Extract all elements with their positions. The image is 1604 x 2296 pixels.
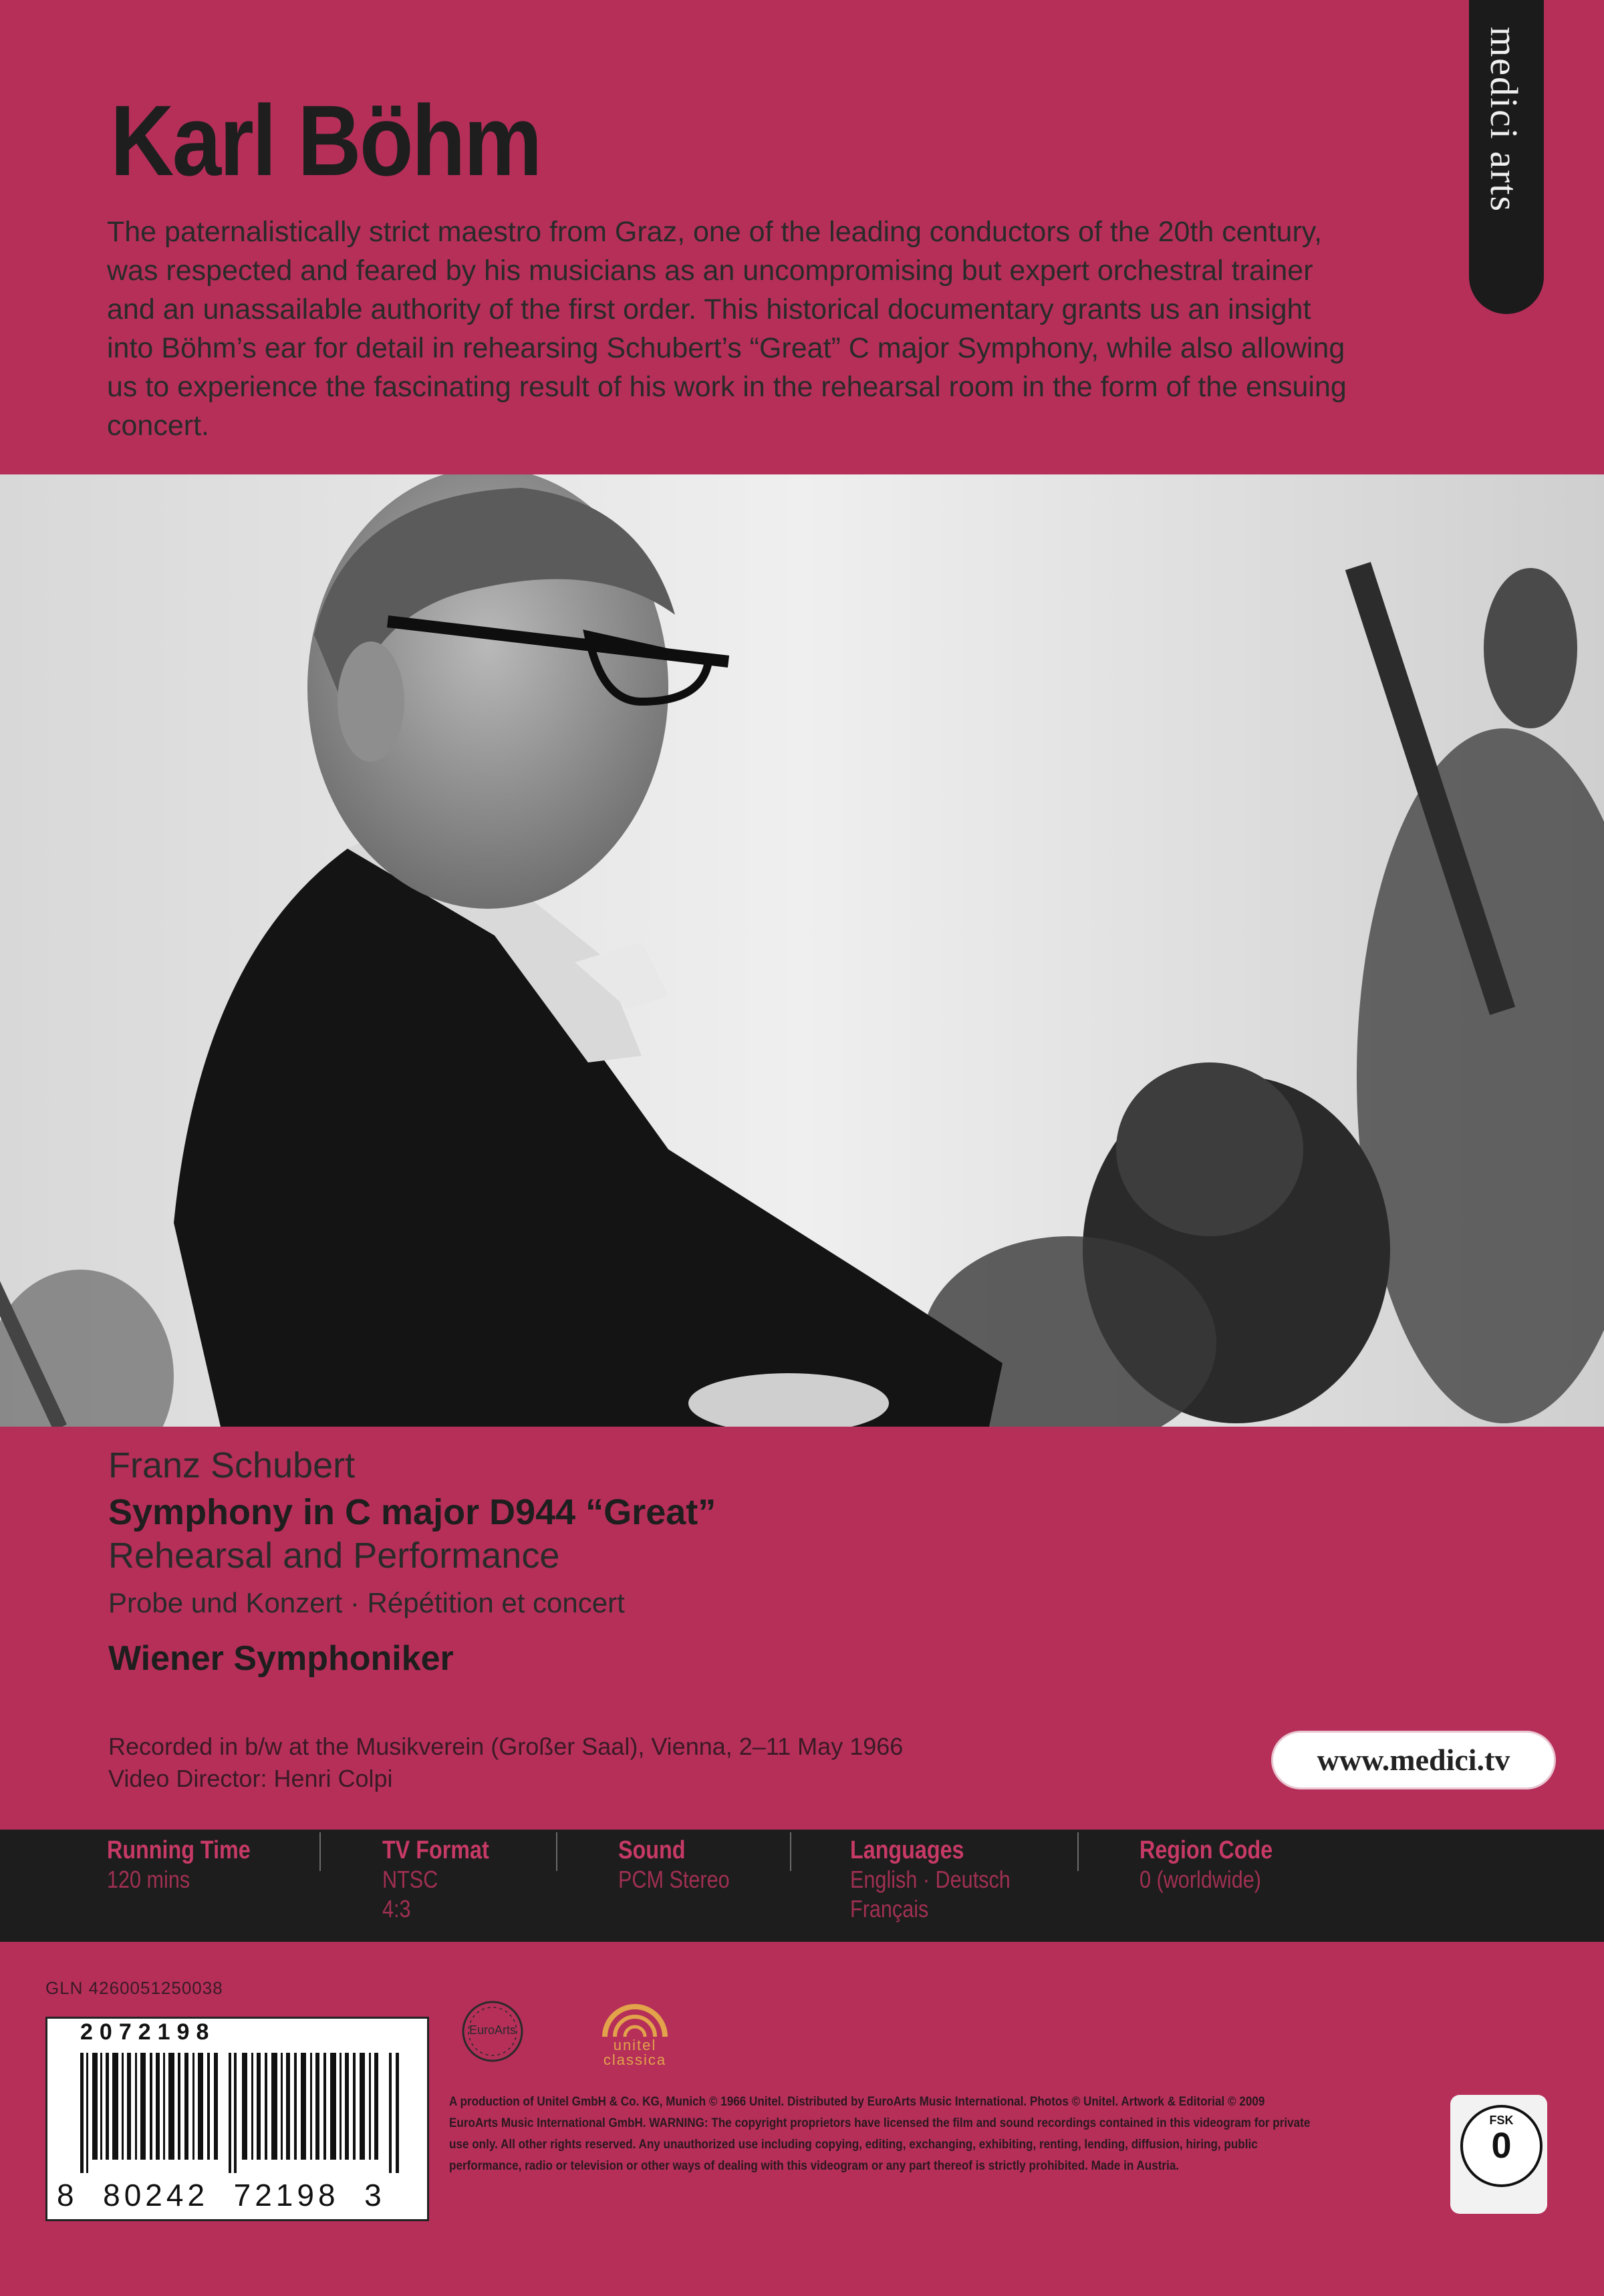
video-director: Video Director: Henri Colpi [108,1765,393,1792]
spec-value: 4:3 [382,1895,411,1922]
conductor-photo [0,474,1604,1427]
work-title: Symphony in C major D944 “Great” [108,1492,716,1532]
recording-info: Recorded in b/w at the Musikverein (Großer Saal), Vienna, 2–11 May 1966 [108,1733,904,1760]
spec-value: PCM Stereo [618,1866,730,1893]
spec-sound [618,1836,749,1894]
spec-value: English · Deutsch [850,1866,1011,1893]
subtitle-translations: Probe und Konzert · Répétition et concert [108,1587,625,1618]
brand-logo-text: medici arts [1482,27,1526,213]
spec-region-code [1140,1836,1296,1894]
spec-divider [319,1832,321,1871]
unitel-sub: classica [603,2051,667,2068]
spec-value: NTSC [382,1866,438,1893]
barcode-icon [80,2053,401,2173]
spec-running-time [107,1836,276,1894]
spec-label: TV Format [382,1836,489,1864]
barcode-digits: 8 80242 72198 3 [57,2178,386,2212]
unitel-logo-text [591,2038,678,2067]
website-url[interactable]: www.medici.tv [1317,1743,1510,1777]
spec-value: Français [850,1895,929,1922]
catalog-number: 2072198 [80,2019,216,2045]
spec-label: Sound [618,1836,686,1864]
euroarts-logo-text: EuroArts [469,2023,517,2037]
spec-value: 0 (worldwide) [1140,1866,1261,1893]
recording-credits [108,1731,903,1795]
subtitle: Rehearsal and Performance [108,1536,560,1576]
spec-tv-format [382,1836,508,1924]
spec-divider [790,1832,791,1871]
orchestra: Wiener Symphoniker [108,1639,454,1678]
legal-notice: A production of Unitel GmbH & Co. KG, Munich © 1966 Unitel. Distributed by EuroArts Music International. Photos © Unitel. Artwork & Editorial © 2009 EuroArts Music International GmbH. WARNING: The copyright proprietors have licensed the film and sound recordings contained in this videogram for private use only. All other rights reserved. Any unauthorized use including copying, editing, exchanging, exhibiting, renting, lending, diffusion, hiring, public performance, radio or television or other ways of dealing with this videogram or any part thereof is strictly prohibited. Made in Austria. [449,2095,1311,2173]
gln-number: GLN 4260051250038 [45,1978,223,1998]
spec-divider [556,1832,557,1871]
spec-label: Running Time [107,1836,251,1864]
page-title: Karl Böhm [110,84,541,196]
fsk-age: 0 [1491,2126,1512,2166]
unitel-logo-icon [591,1993,678,2040]
intro-paragraph: The paternalistically strict maestro from Graz, one of the leading conductors of the 20th century, was respected and feared by his musicians as an uncompromising but expert orchestral trainer and an unassailable authority of the first order. This historical documentary grants us an insight into Böhm’s ear for detail in rehearsing Schubert’s “Great” C major Symphony, while also allowing us to experience the fascinating result of his work in the rehearsal room in the form of the ensuing concert. [107,216,1347,442]
spec-label: Languages [850,1836,964,1864]
spec-divider [1077,1832,1079,1871]
unitel-name: unitel [613,2037,657,2053]
fsk-label: FSK [1489,2114,1514,2127]
spec-value: 120 mins [107,1866,190,1893]
composer: Franz Schubert [108,1445,356,1485]
spec-languages [850,1836,1039,1924]
spec-label: Region Code [1140,1836,1273,1864]
